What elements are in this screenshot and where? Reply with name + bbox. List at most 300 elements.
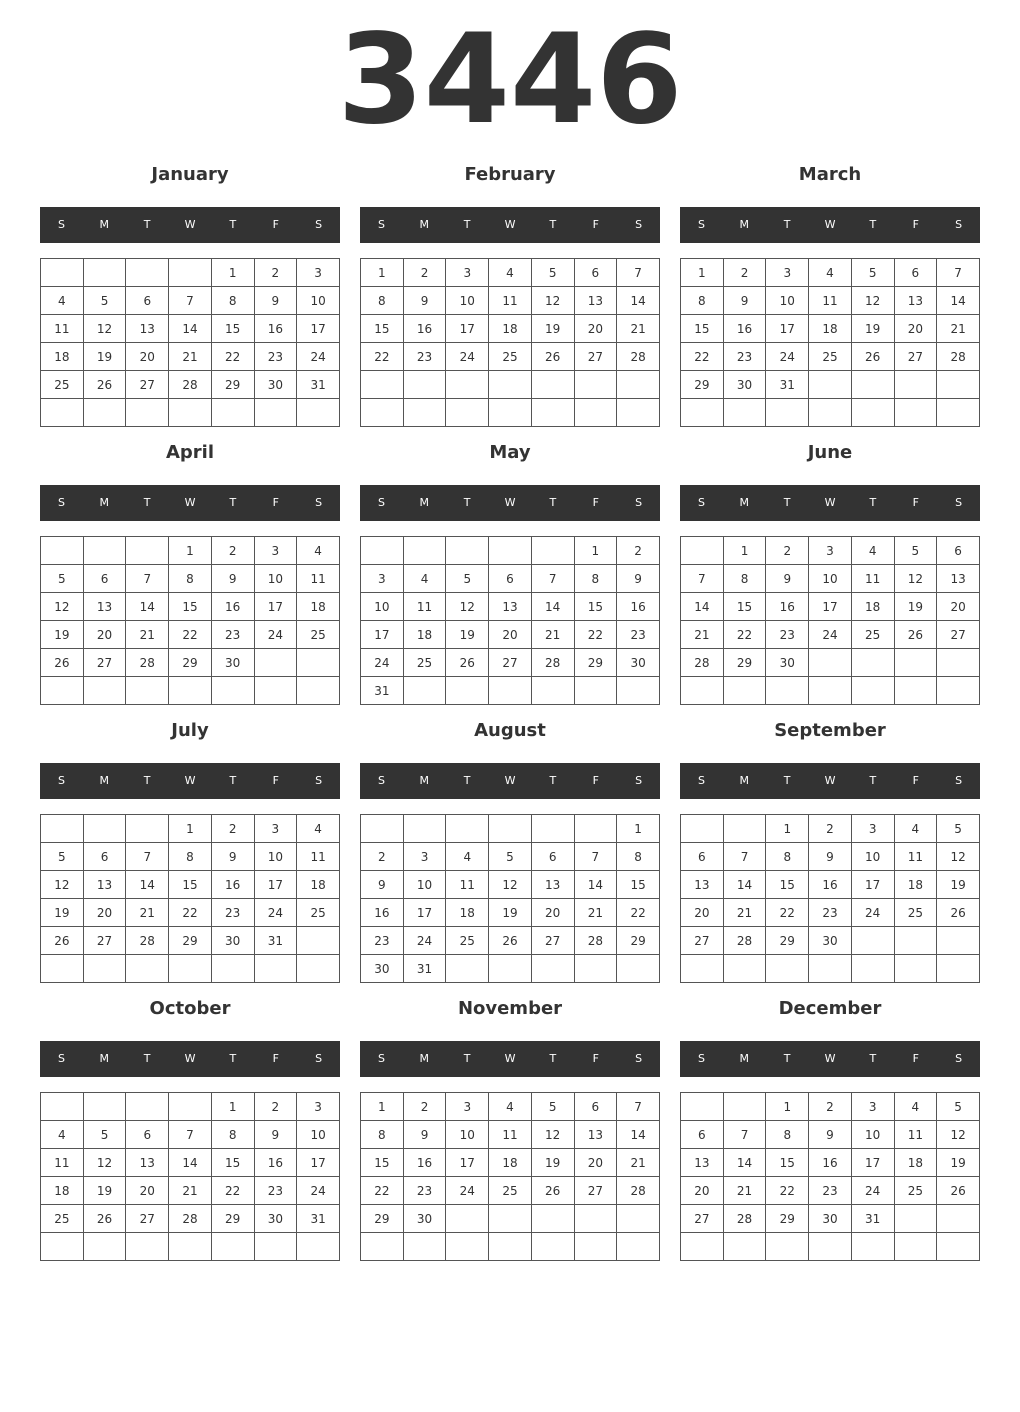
day-cell: 20	[681, 1177, 724, 1205]
day-cell: 9	[254, 287, 297, 315]
month-name: November	[457, 998, 563, 1019]
month-april	[40, 438, 340, 708]
day-cell: 22	[617, 899, 660, 927]
empty-cell	[851, 955, 894, 983]
week-row	[681, 899, 980, 927]
day-cell: 26	[489, 927, 532, 955]
day-cell: 11	[894, 1121, 937, 1149]
day-cell: 9	[403, 1121, 446, 1149]
empty-cell	[446, 1205, 489, 1233]
weekday-header	[40, 485, 340, 521]
day-cell: 27	[126, 371, 169, 399]
empty-cell	[617, 1205, 660, 1233]
day-cell: 15	[169, 593, 212, 621]
day-cell: 20	[894, 315, 937, 343]
week-row	[41, 815, 340, 843]
day-cell: 25	[403, 649, 446, 677]
day-cell: 8	[574, 565, 617, 593]
day-cell: 30	[254, 1205, 297, 1233]
empty-cell	[403, 537, 446, 565]
weekday-label: T	[229, 496, 237, 509]
day-cell: 13	[489, 593, 532, 621]
day-cell: 24	[851, 1177, 894, 1205]
month-name: October	[149, 998, 231, 1019]
empty-cell	[126, 537, 169, 565]
day-cell: 27	[574, 1177, 617, 1205]
day-cell: 28	[126, 649, 169, 677]
week-row	[41, 1233, 340, 1261]
empty-cell	[41, 1233, 84, 1261]
empty-cell	[574, 815, 617, 843]
day-cell: 29	[211, 1205, 254, 1233]
empty-cell	[446, 677, 489, 705]
day-cell: 1	[211, 259, 254, 287]
day-cell: 21	[126, 899, 169, 927]
day-cell: 1	[574, 537, 617, 565]
weekday-label: F	[912, 1052, 919, 1065]
empty-cell	[809, 677, 852, 705]
week-row	[41, 593, 340, 621]
day-cell: 29	[723, 649, 766, 677]
day-cell: 10	[361, 593, 404, 621]
empty-cell	[766, 1233, 809, 1261]
day-cell: 21	[681, 621, 724, 649]
empty-cell	[809, 399, 852, 427]
day-cell: 1	[617, 815, 660, 843]
week-row	[681, 1121, 980, 1149]
day-cell: 3	[297, 1093, 340, 1121]
day-cell: 9	[211, 843, 254, 871]
week-row	[361, 565, 660, 593]
empty-cell	[894, 955, 937, 983]
day-cell: 15	[211, 1149, 254, 1177]
day-cell: 6	[574, 1093, 617, 1121]
day-cell: 23	[723, 343, 766, 371]
day-cell: 8	[211, 287, 254, 315]
day-cell: 3	[297, 259, 340, 287]
weekday-label: S	[697, 218, 705, 231]
weekday-label: M	[419, 1052, 430, 1065]
weekday-header	[680, 1041, 980, 1077]
empty-cell	[851, 677, 894, 705]
day-cell: 20	[531, 899, 574, 927]
week-row	[361, 677, 660, 705]
week-row	[41, 259, 340, 287]
day-cell: 5	[446, 565, 489, 593]
week-row	[361, 1121, 660, 1149]
day-cell: 9	[254, 1121, 297, 1149]
empty-cell	[766, 399, 809, 427]
weekday-label: M	[99, 496, 110, 509]
month-october	[40, 994, 340, 1264]
empty-cell	[126, 399, 169, 427]
empty-cell	[723, 815, 766, 843]
day-cell: 24	[361, 649, 404, 677]
day-cell: 16	[211, 871, 254, 899]
empty-cell	[446, 371, 489, 399]
day-cell: 6	[126, 1121, 169, 1149]
day-grid	[360, 536, 660, 705]
weekday-label: S	[635, 1052, 643, 1065]
weekday-label: F	[272, 496, 279, 509]
empty-cell	[83, 1093, 126, 1121]
weekday-label: M	[99, 218, 110, 231]
day-cell: 17	[254, 593, 297, 621]
day-cell: 10	[851, 1121, 894, 1149]
week-row	[361, 649, 660, 677]
day-cell: 5	[851, 259, 894, 287]
empty-cell	[361, 371, 404, 399]
weekday-label: T	[783, 1052, 791, 1065]
weekday-label: T	[463, 218, 471, 231]
weekday-label: T	[229, 218, 237, 231]
weekday-label: W	[184, 218, 196, 231]
empty-cell	[83, 399, 126, 427]
day-cell: 10	[254, 565, 297, 593]
month-name: July	[171, 720, 209, 741]
day-cell: 1	[766, 815, 809, 843]
weekday-label: S	[635, 774, 643, 787]
weekday-label: S	[955, 1052, 963, 1065]
month-name: September	[774, 720, 886, 741]
month-january	[40, 160, 340, 430]
month-name: January	[151, 164, 229, 185]
day-cell: 24	[297, 1177, 340, 1205]
weekday-label: S	[315, 774, 323, 787]
empty-cell	[126, 677, 169, 705]
weekday-label: M	[99, 1052, 110, 1065]
weekday-label: F	[272, 1052, 279, 1065]
empty-cell	[41, 815, 84, 843]
day-cell: 29	[211, 371, 254, 399]
day-cell: 19	[531, 1149, 574, 1177]
day-cell: 20	[937, 593, 980, 621]
week-row	[41, 343, 340, 371]
empty-cell	[531, 815, 574, 843]
weekday-label: S	[377, 218, 385, 231]
empty-cell	[531, 371, 574, 399]
week-row	[361, 927, 660, 955]
day-cell: 21	[169, 343, 212, 371]
day-cell: 30	[254, 371, 297, 399]
week-row	[361, 1233, 660, 1261]
day-cell: 4	[894, 1093, 937, 1121]
week-row	[361, 343, 660, 371]
day-cell: 17	[809, 593, 852, 621]
empty-cell	[574, 1233, 617, 1261]
day-cell: 30	[211, 649, 254, 677]
day-cell: 28	[723, 927, 766, 955]
day-cell: 2	[361, 843, 404, 871]
day-cell: 30	[766, 649, 809, 677]
weekday-label: W	[184, 1052, 196, 1065]
day-cell: 29	[766, 927, 809, 955]
day-cell: 23	[617, 621, 660, 649]
weekday-label: F	[912, 496, 919, 509]
day-cell: 16	[617, 593, 660, 621]
empty-cell	[937, 649, 980, 677]
empty-cell	[41, 537, 84, 565]
empty-cell	[937, 1205, 980, 1233]
empty-cell	[617, 371, 660, 399]
day-cell: 19	[489, 899, 532, 927]
day-cell: 5	[937, 1093, 980, 1121]
day-cell: 1	[169, 537, 212, 565]
day-grid	[680, 258, 980, 427]
day-cell: 28	[531, 649, 574, 677]
weekday-label: M	[739, 218, 750, 231]
day-cell: 31	[254, 927, 297, 955]
day-cell: 25	[489, 1177, 532, 1205]
day-cell: 20	[489, 621, 532, 649]
day-cell: 23	[254, 343, 297, 371]
weekday-label: S	[697, 774, 705, 787]
day-cell: 17	[297, 315, 340, 343]
empty-cell	[361, 399, 404, 427]
weekday-label: T	[143, 774, 151, 787]
week-row	[361, 371, 660, 399]
day-cell: 12	[937, 1121, 980, 1149]
empty-cell	[169, 399, 212, 427]
day-cell: 31	[297, 371, 340, 399]
day-cell: 3	[766, 259, 809, 287]
day-cell: 4	[894, 815, 937, 843]
day-cell: 13	[681, 871, 724, 899]
empty-cell	[41, 677, 84, 705]
empty-cell	[574, 1205, 617, 1233]
empty-cell	[83, 677, 126, 705]
weekday-label: M	[419, 496, 430, 509]
day-cell: 26	[83, 1205, 126, 1233]
day-cell: 10	[403, 871, 446, 899]
empty-cell	[681, 399, 724, 427]
weekday-label: F	[272, 774, 279, 787]
day-cell: 14	[169, 315, 212, 343]
empty-cell	[574, 399, 617, 427]
weekday-header	[360, 1041, 660, 1077]
week-row	[41, 955, 340, 983]
empty-cell	[41, 955, 84, 983]
empty-cell	[531, 1233, 574, 1261]
week-row	[681, 871, 980, 899]
day-cell: 25	[894, 1177, 937, 1205]
day-cell: 3	[446, 1093, 489, 1121]
day-cell: 11	[297, 843, 340, 871]
week-row	[361, 955, 660, 983]
weekday-label: T	[549, 1052, 557, 1065]
day-cell: 19	[83, 343, 126, 371]
day-cell: 17	[403, 899, 446, 927]
day-cell: 13	[126, 1149, 169, 1177]
day-cell: 15	[169, 871, 212, 899]
day-cell: 14	[126, 593, 169, 621]
empty-cell	[723, 955, 766, 983]
day-cell: 30	[361, 955, 404, 983]
day-cell: 28	[574, 927, 617, 955]
day-cell: 1	[361, 259, 404, 287]
weekday-header	[680, 485, 980, 521]
year-title: 3446	[337, 8, 683, 152]
weekday-label: F	[592, 1052, 599, 1065]
day-cell: 23	[211, 899, 254, 927]
day-grid	[40, 1092, 340, 1261]
weekday-label: S	[635, 496, 643, 509]
day-cell: 17	[446, 1149, 489, 1177]
week-row	[681, 1149, 980, 1177]
day-cell: 28	[723, 1205, 766, 1233]
day-cell: 9	[361, 871, 404, 899]
week-row	[41, 399, 340, 427]
day-cell: 26	[531, 343, 574, 371]
day-cell: 21	[169, 1177, 212, 1205]
day-cell: 14	[169, 1149, 212, 1177]
day-cell: 10	[851, 843, 894, 871]
weekday-label: S	[377, 774, 385, 787]
day-cell: 7	[169, 287, 212, 315]
empty-cell	[254, 399, 297, 427]
day-cell: 2	[617, 537, 660, 565]
day-cell: 22	[211, 343, 254, 371]
day-cell: 10	[446, 1121, 489, 1149]
weekday-label: S	[377, 1052, 385, 1065]
day-cell: 27	[531, 927, 574, 955]
weekday-label: M	[99, 774, 110, 787]
weekday-label: S	[315, 1052, 323, 1065]
empty-cell	[894, 1233, 937, 1261]
day-cell: 18	[41, 1177, 84, 1205]
day-cell: 4	[403, 565, 446, 593]
empty-cell	[894, 1205, 937, 1233]
day-cell: 24	[446, 343, 489, 371]
empty-cell	[531, 537, 574, 565]
day-cell: 5	[937, 815, 980, 843]
empty-cell	[489, 371, 532, 399]
month-name: March	[798, 164, 862, 185]
week-row	[361, 871, 660, 899]
day-cell: 13	[83, 871, 126, 899]
empty-cell	[403, 399, 446, 427]
week-row	[681, 621, 980, 649]
day-cell: 26	[531, 1177, 574, 1205]
day-cell: 21	[723, 899, 766, 927]
day-cell: 21	[937, 315, 980, 343]
day-cell: 22	[766, 1177, 809, 1205]
day-cell: 11	[297, 565, 340, 593]
day-cell: 23	[809, 1177, 852, 1205]
weekday-label: T	[869, 218, 877, 231]
day-cell: 27	[937, 621, 980, 649]
day-cell: 11	[41, 315, 84, 343]
empty-cell	[446, 399, 489, 427]
empty-cell	[361, 815, 404, 843]
day-cell: 15	[723, 593, 766, 621]
day-cell: 22	[361, 1177, 404, 1205]
day-cell: 9	[723, 287, 766, 315]
empty-cell	[254, 649, 297, 677]
weekday-label: S	[57, 218, 65, 231]
weekday-label: T	[869, 1052, 877, 1065]
empty-cell	[361, 1233, 404, 1261]
day-cell: 28	[169, 1205, 212, 1233]
day-cell: 20	[574, 1149, 617, 1177]
day-cell: 16	[254, 1149, 297, 1177]
day-cell: 14	[126, 871, 169, 899]
week-row	[41, 871, 340, 899]
day-cell: 8	[723, 565, 766, 593]
day-cell: 24	[851, 899, 894, 927]
weekday-label: M	[739, 1052, 750, 1065]
week-row	[361, 621, 660, 649]
day-cell: 18	[851, 593, 894, 621]
day-cell: 1	[169, 815, 212, 843]
week-row	[361, 259, 660, 287]
day-cell: 12	[446, 593, 489, 621]
day-cell: 31	[766, 371, 809, 399]
day-cell: 7	[681, 565, 724, 593]
week-row	[41, 677, 340, 705]
week-row	[361, 287, 660, 315]
weekday-label: S	[955, 774, 963, 787]
day-cell: 12	[937, 843, 980, 871]
day-cell: 26	[446, 649, 489, 677]
day-cell: 4	[851, 537, 894, 565]
weekday-label: T	[783, 496, 791, 509]
month-name: August	[474, 720, 546, 741]
day-cell: 31	[851, 1205, 894, 1233]
empty-cell	[83, 955, 126, 983]
day-cell: 26	[41, 649, 84, 677]
empty-cell	[169, 259, 212, 287]
day-cell: 15	[361, 315, 404, 343]
empty-cell	[83, 537, 126, 565]
day-cell: 23	[809, 899, 852, 927]
day-cell: 22	[681, 343, 724, 371]
day-cell: 19	[937, 1149, 980, 1177]
day-cell: 27	[83, 927, 126, 955]
month-march	[680, 160, 980, 430]
day-cell: 28	[617, 343, 660, 371]
empty-cell	[126, 955, 169, 983]
day-cell: 22	[574, 621, 617, 649]
empty-cell	[489, 677, 532, 705]
day-cell: 27	[894, 343, 937, 371]
day-cell: 7	[617, 259, 660, 287]
weekday-label: S	[315, 218, 323, 231]
empty-cell	[937, 927, 980, 955]
day-cell: 9	[809, 1121, 852, 1149]
day-cell: 3	[851, 815, 894, 843]
day-cell: 14	[574, 871, 617, 899]
week-row	[41, 621, 340, 649]
weekday-label: S	[57, 1052, 65, 1065]
day-cell: 18	[446, 899, 489, 927]
day-cell: 7	[531, 565, 574, 593]
day-cell: 13	[937, 565, 980, 593]
day-cell: 29	[681, 371, 724, 399]
day-cell: 8	[361, 1121, 404, 1149]
day-cell: 9	[766, 565, 809, 593]
weekday-label: W	[824, 1052, 836, 1065]
day-cell: 15	[681, 315, 724, 343]
day-cell: 30	[211, 927, 254, 955]
week-row	[41, 371, 340, 399]
week-row	[41, 927, 340, 955]
day-grid	[40, 814, 340, 983]
day-cell: 12	[489, 871, 532, 899]
week-row	[681, 371, 980, 399]
empty-cell	[894, 677, 937, 705]
week-row	[41, 565, 340, 593]
